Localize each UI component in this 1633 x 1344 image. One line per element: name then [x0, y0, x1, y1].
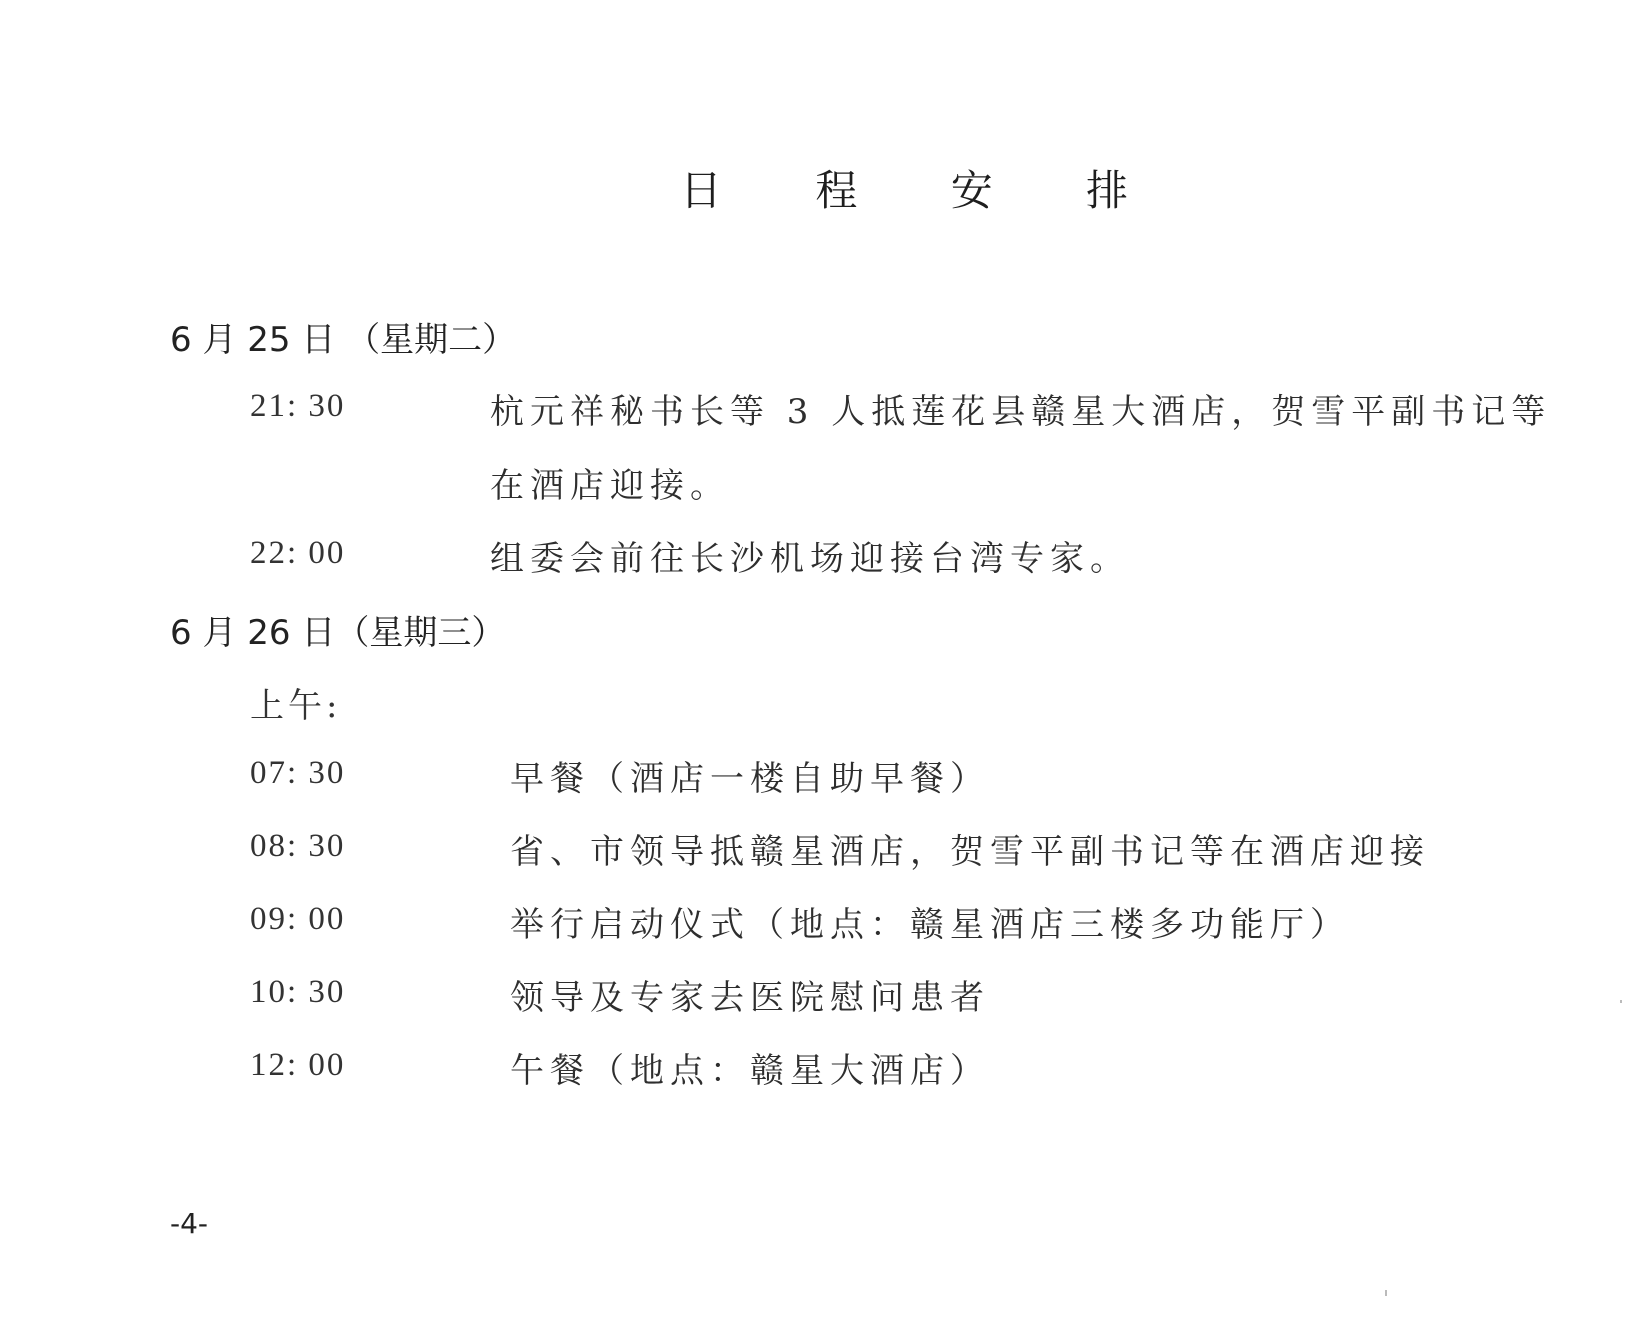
schedule-description: 杭元祥秘书长等 3 人抵莲花县赣星大酒店，贺雪平副书记等 [490, 392, 1552, 432]
schedule-time: 09: 00 [250, 901, 346, 937]
page-number: -4- [170, 1207, 209, 1240]
schedule-time: 10: 30 [250, 974, 346, 1010]
schedule-description: 省、市领导抵赣星酒店，贺雪平副书记等在酒店迎接 [510, 832, 1430, 872]
schedule-description: 组委会前往长沙机场迎接台湾专家。 [490, 539, 1130, 579]
schedule-description: 午餐（地点：赣星大酒店） [510, 1051, 990, 1091]
schedule-time: 07: 30 [250, 755, 346, 791]
schedule-time: 12: 00 [250, 1047, 346, 1083]
page-title: 日 程 安 排 [680, 166, 1169, 215]
day-heading-0625: 6 月 25 日 （星期二） [170, 320, 517, 360]
period-label-morning: 上午: [250, 686, 342, 726]
schedule-description: 举行启动仪式（地点：赣星酒店三楼多功能厅） [510, 905, 1350, 945]
day-heading-0626: 6 月 26 日（星期三） [170, 613, 506, 653]
scan-speck [1620, 1000, 1622, 1003]
schedule-description-continued: 在酒店迎接。 [490, 466, 730, 506]
schedule-time: 21: 30 [250, 388, 346, 424]
schedule-description: 早餐（酒店一楼自助早餐） [510, 759, 990, 799]
scan-speck [1385, 1290, 1387, 1296]
schedule-time: 08: 30 [250, 828, 346, 864]
schedule-time: 22: 00 [250, 535, 346, 571]
schedule-description: 领导及专家去医院慰问患者 [510, 978, 990, 1018]
